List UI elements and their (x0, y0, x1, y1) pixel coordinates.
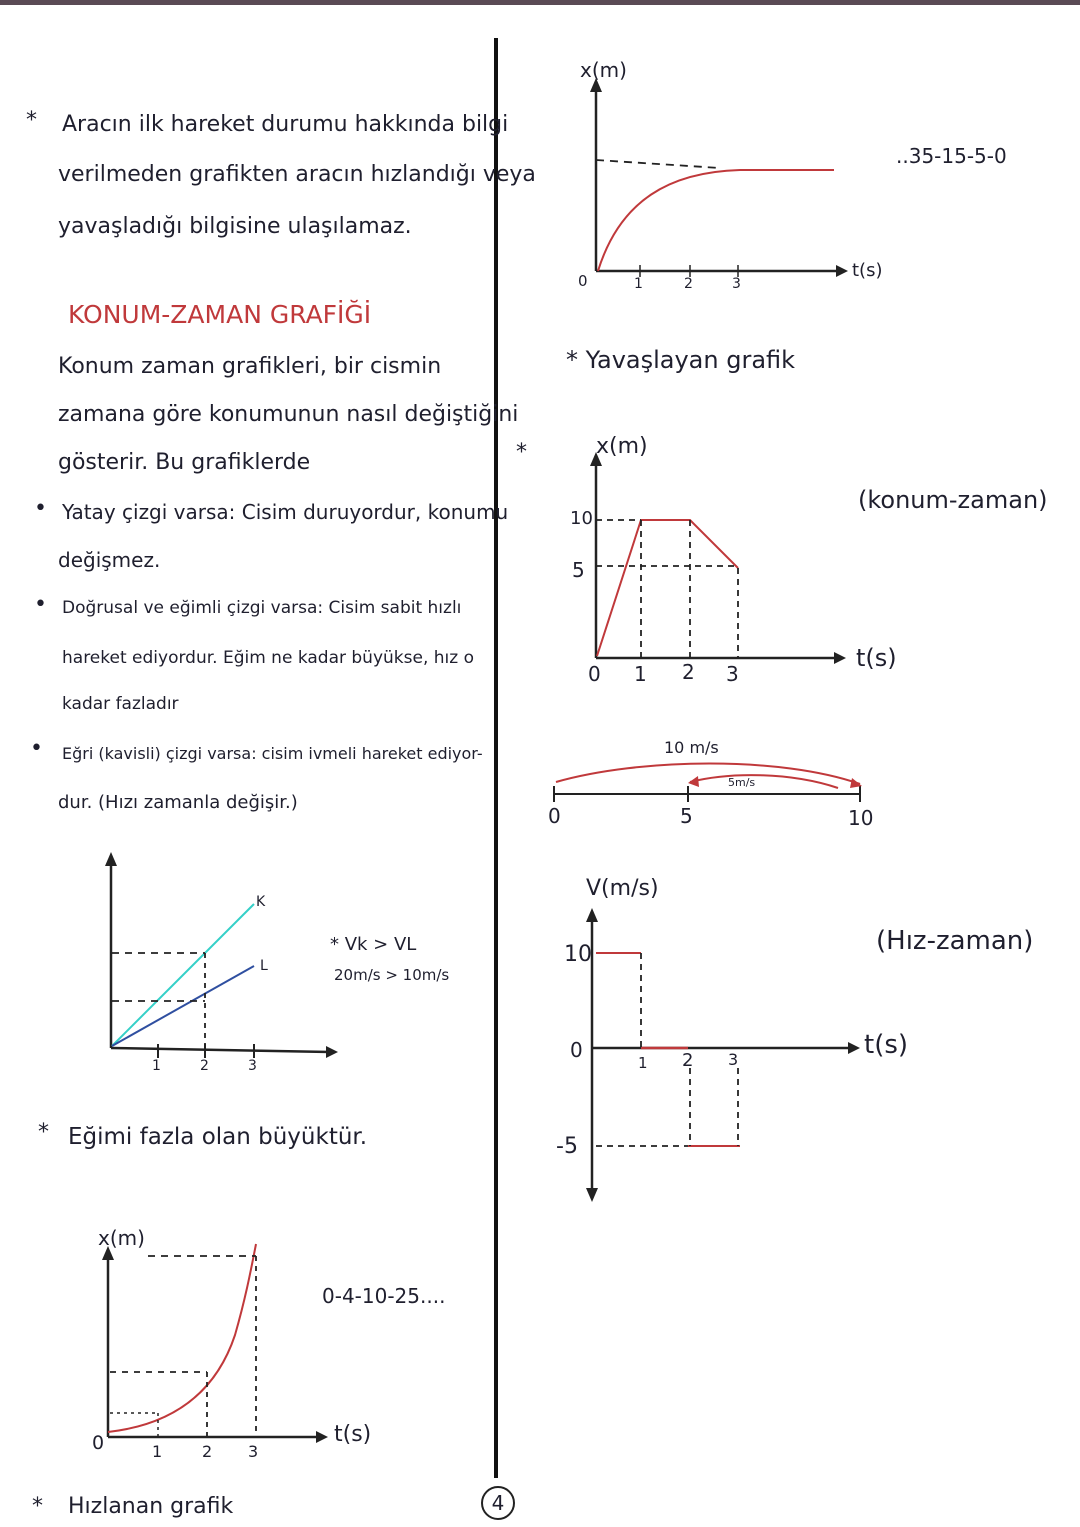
decel-origin: 0 (578, 272, 588, 290)
velocity-side-label: (Hız-zaman) (876, 926, 1034, 956)
accel-origin: 0 (92, 1432, 105, 1454)
position-xlabel: t(s) (856, 644, 897, 672)
position-star: * (516, 440, 527, 465)
velocity-ytick-10: 10 (564, 942, 592, 967)
velocity-xtick-1: 1 (638, 1054, 648, 1072)
decel-ylabel: x(m) (580, 58, 627, 82)
decel-tick-1: 1 (634, 276, 643, 292)
numberline-label-5: 5 (680, 804, 693, 828)
numberline-arrow-top: 10 m/s (664, 738, 719, 757)
accel-tick-2: 2 (202, 1442, 213, 1461)
decel-caption: * Yavaşlayan grafik (566, 346, 796, 374)
velocity-xlabel: t(s) (864, 1030, 909, 1060)
velocity-xtick-3: 3 (728, 1050, 739, 1069)
accel-sequence: 0-4-10-25.... (322, 1284, 446, 1308)
accel-xlabel: t(s) (334, 1422, 372, 1447)
bullet-star: * (26, 108, 37, 133)
velocity-ylabel: V(m/s) (586, 876, 659, 901)
kl-tick-1: 1 (152, 1058, 161, 1074)
position-ylabel: x(m) (596, 434, 648, 459)
position-ytick-10: 10 (570, 508, 593, 529)
accel-tick-1: 1 (152, 1442, 163, 1461)
section-heading: KONUM-ZAMAN GRAFİĞİ (68, 300, 372, 329)
kl-label-l: L (260, 958, 268, 974)
bullet-star: * (38, 1120, 49, 1145)
bullet1-line2: değişmez. (58, 548, 161, 572)
bullet-dot: • (30, 736, 43, 761)
note1-line1: Aracın ilk hareket durumu hakkında bilgi (62, 112, 509, 137)
kl-note1: * Vk > VL (330, 934, 417, 955)
note1-line3: yavaşladığı bilgisine ulaşılamaz. (58, 214, 412, 239)
bullet3-line1: Eğri (kavisli) çizgi varsa: cisim ivmeli hareket ediyor- (62, 744, 483, 763)
numberline-label-0: 0 (548, 804, 561, 828)
slope-note: Eğimi fazla olan büyüktür. (68, 1124, 368, 1150)
page-number: 4 (481, 1486, 515, 1520)
note1-line2: verilmeden grafikten aracın hızlandığı veya (58, 162, 536, 187)
kl-tick-3: 3 (248, 1058, 257, 1074)
bullet2-line1: Doğrusal ve eğimli çizgi varsa: Cisim sabit hızlı (62, 598, 462, 618)
bullet1-line1: Yatay çizgi varsa: Cisim duruyordur, konumu (62, 500, 509, 524)
bullet-star: * (32, 1494, 43, 1519)
decel-xlabel: t(s) (852, 260, 883, 281)
kl-label-k: K (256, 894, 266, 910)
bullet-dot: • (34, 496, 47, 521)
bullet3-line2: dur. (Hızı zamanla değişir.) (58, 792, 298, 813)
kl-tick-2: 2 (200, 1058, 209, 1074)
bullet-dot: • (34, 592, 47, 617)
intro-line1: Konum zaman grafikleri, bir cismin (58, 354, 442, 379)
bullet2-line2: hareket ediyordur. Eğim ne kadar büyükse, hız o (62, 648, 474, 668)
kl-note2: 20m/s > 10m/s (334, 966, 450, 984)
accel-caption: Hızlanan grafik (68, 1494, 234, 1519)
position-xtick-2: 2 (682, 660, 695, 684)
position-xtick-1: 1 (634, 662, 647, 686)
intro-line2: zamana göre konumunun nasıl değiştiğini (58, 402, 519, 427)
position-side-label: (konum-zaman) (858, 486, 1048, 514)
numberline-label-10: 10 (848, 806, 874, 830)
decel-tick-3: 3 (732, 276, 741, 292)
position-xtick-0: 0 (588, 662, 601, 686)
accel-tick-3: 3 (248, 1442, 259, 1461)
velocity-xtick-2: 2 (682, 1050, 694, 1071)
velocity-ytick-minus5: -5 (556, 1134, 578, 1159)
intro-line3: gösterir. Bu grafiklerde (58, 450, 311, 475)
velocity-ytick-0: 0 (570, 1038, 583, 1062)
numberline-arrow-back: 5m/s (728, 776, 756, 789)
bullet2-line3: kadar fazladır (62, 694, 179, 714)
decel-tick-2: 2 (684, 276, 693, 292)
decel-sequence: ..35-15-5-0 (896, 144, 1007, 168)
position-xtick-3: 3 (726, 662, 739, 686)
accel-ylabel: x(m) (98, 1226, 145, 1250)
position-ytick-5: 5 (572, 558, 585, 582)
